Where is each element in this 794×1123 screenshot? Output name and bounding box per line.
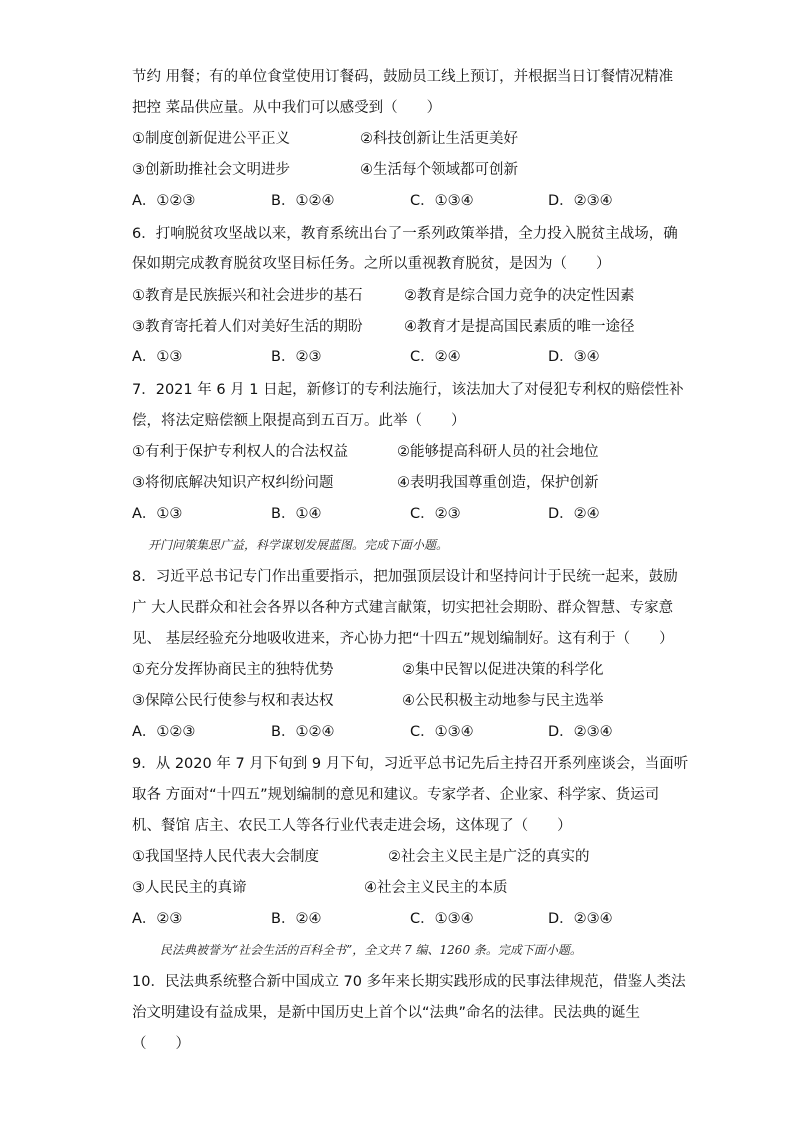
q7-stem-line-1: 7．2021 年 6 月 1 日起，新修订的专利法施行，该法加大了对侵犯专利权的赔偿性补 [132,382,684,398]
q6-option-row [132,317,652,337]
q7-option-4: ④表明我国尊重创造，保护创新 [397,475,599,491]
q10-stem-line-2: 治文明建设有益成果，是新中国历史上首个以“法典”命名的法律。民法典的诞生 [132,1005,641,1021]
q5-choice-d: D．②③④ [548,193,613,209]
q8-choices [132,722,652,742]
q9-choice-b: B．②④ [271,911,322,927]
q6-choice-a: A．①③ [132,349,183,365]
q9-option-4: ④社会主义民主的本质 [364,880,508,896]
material-note-1: 开门问策集思广益，科学谋划发展蓝图。完成下面小题。 [148,538,449,552]
q7-stem-line-2: 偿，将法定赔偿额上限提高到五百万。此举（ ） [132,413,466,429]
q9-option-3: ③人民民主的真谛 [132,880,247,896]
q8-option-2: ②集中民智以促进决策的科学化 [402,662,604,678]
q6-option-row [132,286,652,306]
q6-stem-line-2: 保如期完成教育脱贫攻坚目标任务。之所以重视教育脱贫，是因为（ ） [132,256,611,272]
q8-choice-c: C．①③④ [410,724,474,740]
q8-choice-a: A．①②③ [132,724,196,740]
q9-stem-line-1: 9．从 2020 年 7 月下旬到 9 月下旬，习近平总书记先后主持召开系列座谈会，当面听 [132,756,689,772]
q5-option-3: ③创新助推社会文明进步 [132,162,290,178]
q6-option-4: ④教育才是提高国民素质的唯一途径 [404,319,635,335]
q7-choice-c: C．②③ [410,506,461,522]
material-note-2: 民法典被誉为“社会生活的百科全书”，全文共 7 编、1260 条。完成下面小题。 [160,943,582,957]
q8-option-3: ③保障公民行使参与权和表达权 [132,693,334,709]
q9-stem-line-3: 机、餐馆 店主、农民工人等各行业代表走进会场，这体现了（ ） [132,818,572,834]
q5-option-row [132,129,652,149]
q9-choice-a: A．②③ [132,911,183,927]
q7-option-3: ③将彻底解决知识产权纠纷问题 [132,475,334,491]
q5-choice-b: B．①②④ [271,193,335,209]
q7-choices [132,504,652,524]
q7-choice-a: A．①③ [132,506,183,522]
q8-choice-b: B．①②④ [271,724,335,740]
q5-option-2: ②科技创新让生活更美好 [360,131,518,147]
q7-option-row [132,473,652,493]
q6-option-1: ①教育是民族振兴和社会进步的基石 [132,288,363,304]
q6-option-2: ②教育是综合国力竞争的决定性因素 [404,288,635,304]
q5-choice-c: C．①③④ [410,193,474,209]
q7-choice-b: B．①④ [271,506,322,522]
q9-stem-line-2: 取各 方面对“十四五”规划编制的意见和建议。专家学者、企业家、科学家、货运司 [132,787,660,803]
q8-stem-line-2: 广 大人民群众和社会各界以各种方式建言献策，切实把社会期盼、群众智慧、专家意 [132,600,674,616]
q6-choice-d: D．③④ [548,349,600,365]
q9-option-row [132,847,652,867]
q6-choice-c: C．②④ [410,349,461,365]
q8-option-4: ④公民积极主动地参与民主选举 [402,693,604,709]
q5-option-row [132,160,652,180]
q9-option-row [132,878,652,898]
q5-stem-line-2: 把控 菜品供应量。从中我们可以感受到（ ） [132,100,442,116]
q8-option-row [132,691,652,711]
q6-choice-b: B．②③ [271,349,322,365]
q8-choice-d: D．②③④ [548,724,613,740]
q8-stem-line-3: 见、 基层经验充分地吸收进来，齐心协力把“十四五”规划编制好。这有利于（ ） [132,631,674,647]
q8-option-1: ①充分发挥协商民主的独特优势 [132,662,334,678]
q6-choices [132,347,652,367]
q7-option-2: ②能够提高科研人员的社会地位 [397,444,599,460]
q5-choice-a: A．①②③ [132,193,196,209]
q10-stem-line-1: 10．民法典系统整合新中国成立 70 多年来长期实践形成的民事法律规范，借鉴人类法 [132,974,686,990]
q7-choice-d: D．②④ [548,506,600,522]
q5-option-4: ④生活每个领域都可创新 [360,162,518,178]
q8-option-row [132,660,652,680]
q9-choices [132,909,652,929]
q9-choice-d: D．②③④ [548,911,613,927]
q5-choices [132,191,652,211]
q5-stem-line-1: 节约 用餐；有的单位食堂使用订餐码，鼓励员工线上预订，并根据当日订餐情况精准 [132,69,674,85]
q5-option-1: ①制度创新促进公平正义 [132,131,290,147]
q7-option-1: ①有利于保护专利权人的合法权益 [132,444,348,460]
q9-option-1: ①我国坚持人民代表大会制度 [132,849,319,865]
q9-choice-c: C．①③④ [410,911,474,927]
q6-stem-line-1: 6．打响脱贫攻坚战以来，教育系统出台了一系列政策举措，全力投入脱贫主战场，确 [132,226,678,242]
q8-stem-line-1: 8．习近平总书记专门作出重要指示，把加强顶层设计和坚持问计于民统一起来，鼓励 [132,569,678,585]
q10-stem-line-3: （ ） [132,1036,190,1052]
q6-option-3: ③教育寄托着人们对美好生活的期盼 [132,319,363,335]
q7-option-row [132,442,652,462]
q9-option-2: ②社会主义民主是广泛的真实的 [388,849,590,865]
